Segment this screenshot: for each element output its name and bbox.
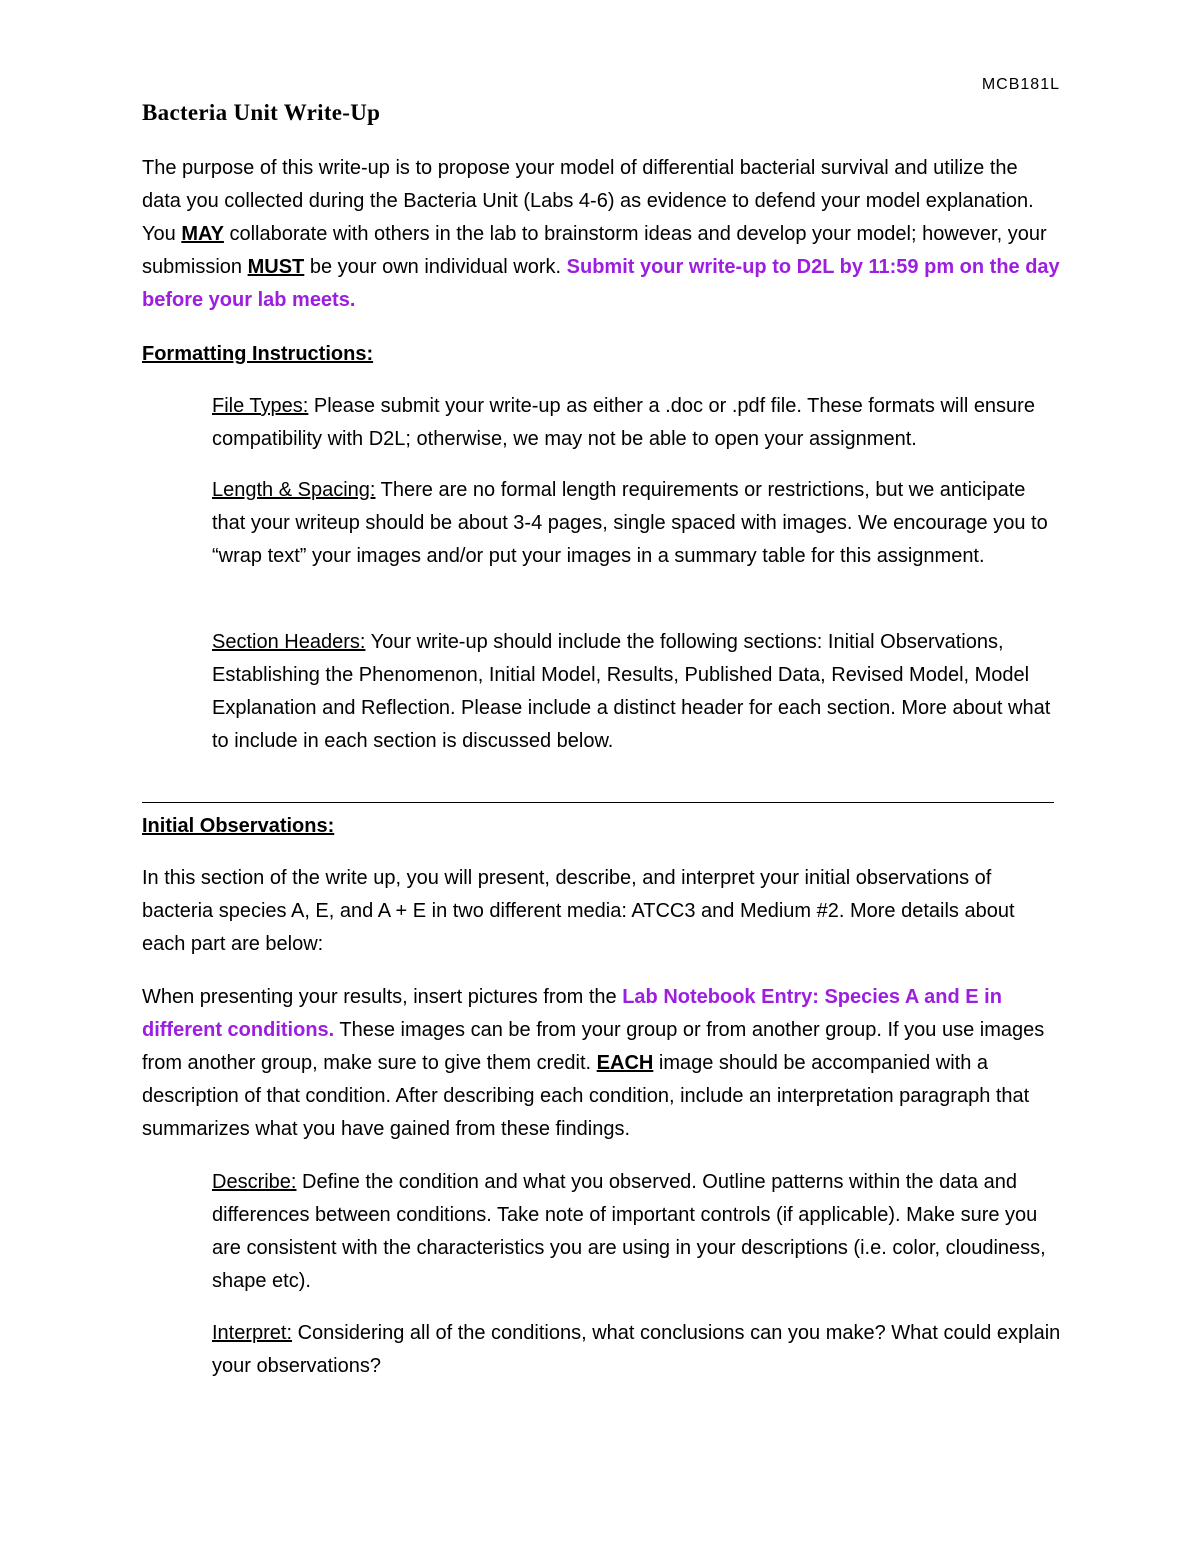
initial-observations-paragraph-2	[142, 981, 1062, 1146]
describe-text: Define the condition and what you observed. Outline patterns within the data and differences between conditions. Take note of important controls (if applicable). Make sure you are consistent with the characteristics you are using in your descriptions (i.e. color, cloudiness, shape etc).	[212, 1171, 1046, 1292]
describe-label: Describe:	[212, 1171, 297, 1193]
formatting-heading: Formatting Instructions:	[142, 343, 374, 365]
para2-text-1: When presenting your results, insert pictures from the	[142, 986, 623, 1008]
intro-text-2: collaborate with others in the lab to brainstorm ideas and develop your model; however, your submission	[142, 223, 1047, 278]
length-spacing-label: Length & Spacing:	[212, 479, 376, 501]
interpret-paragraph	[212, 1317, 1062, 1383]
interpret-text: Considering all of the conditions, what conclusions can you make? What could explain your observations?	[212, 1322, 1061, 1377]
may-emphasis: MAY	[181, 223, 224, 245]
para2-text-2: These images can be from your group or from another group. If you use images from another group, make sure to give them credit.	[142, 1019, 1045, 1074]
initial-observations-heading: Initial Observations:	[142, 815, 335, 837]
course-code: MCB181L	[981, 76, 1060, 93]
section-headers-paragraph	[212, 626, 1062, 758]
describe-paragraph	[212, 1166, 1062, 1298]
interpret-label: Interpret:	[212, 1322, 293, 1344]
file-types-label: File Types:	[212, 395, 309, 417]
file-types-paragraph	[212, 390, 1062, 456]
lab-notebook-entry-reference: Lab Notebook Entry: Species A and E in different conditions.	[142, 986, 1002, 1041]
section-headers-label: Section Headers:	[212, 631, 366, 653]
file-types-text: Please submit your write-up as either a .doc or .pdf file. These formats will ensure compatibility with D2L; otherwise, we may not be able to open your assignment.	[212, 395, 1035, 450]
intro-text-3: be your own individual work.	[304, 256, 567, 278]
initial-observations-paragraph-1: In this section of the write up, you will present, describe, and interpret your initial observations of bacteria species A, E, and A + E in two different media: ATCC3 and Medium #2. More details about each part are below:	[142, 867, 1015, 955]
horizontal-divider	[142, 802, 1054, 803]
must-emphasis: MUST	[247, 256, 305, 278]
deadline-notice: Submit your write-up to D2L by 11:59 pm on the day before your lab meets.	[142, 256, 1060, 311]
section-headers-text: Your write-up should include the following sections: Initial Observations, Establishing the Phenomenon, Initial Model, Results, Published Data, Revised Model, Model Explanation and Reflection. Please include a distinct header for each section. More about what to include in each section is discussed below.	[212, 631, 1051, 752]
document-title: Bacteria Unit Write-Up	[142, 100, 381, 125]
intro-paragraph	[142, 152, 1062, 317]
intro-text-1: The purpose of this write-up is to propose your model of differential bacterial survival and utilize the data you collected during the Bacteria Unit (Labs 4-6) as evidence to defend your model explanation. You	[142, 157, 1034, 245]
length-spacing-paragraph	[212, 474, 1062, 573]
length-spacing-text: There are no formal length requirements or restrictions, but we anticipate that your writeup should be about 3-4 pages, single spaced with images. We encourage you to “wrap text” your images and/or put your images in a summary table for this assignment.	[212, 479, 1048, 567]
each-emphasis: EACH	[596, 1052, 654, 1074]
para2-text-3: image should be accompanied with a description of that condition. After describing each condition, include an interpretation paragraph that summarizes what you have gained from these findings.	[142, 1052, 1030, 1140]
